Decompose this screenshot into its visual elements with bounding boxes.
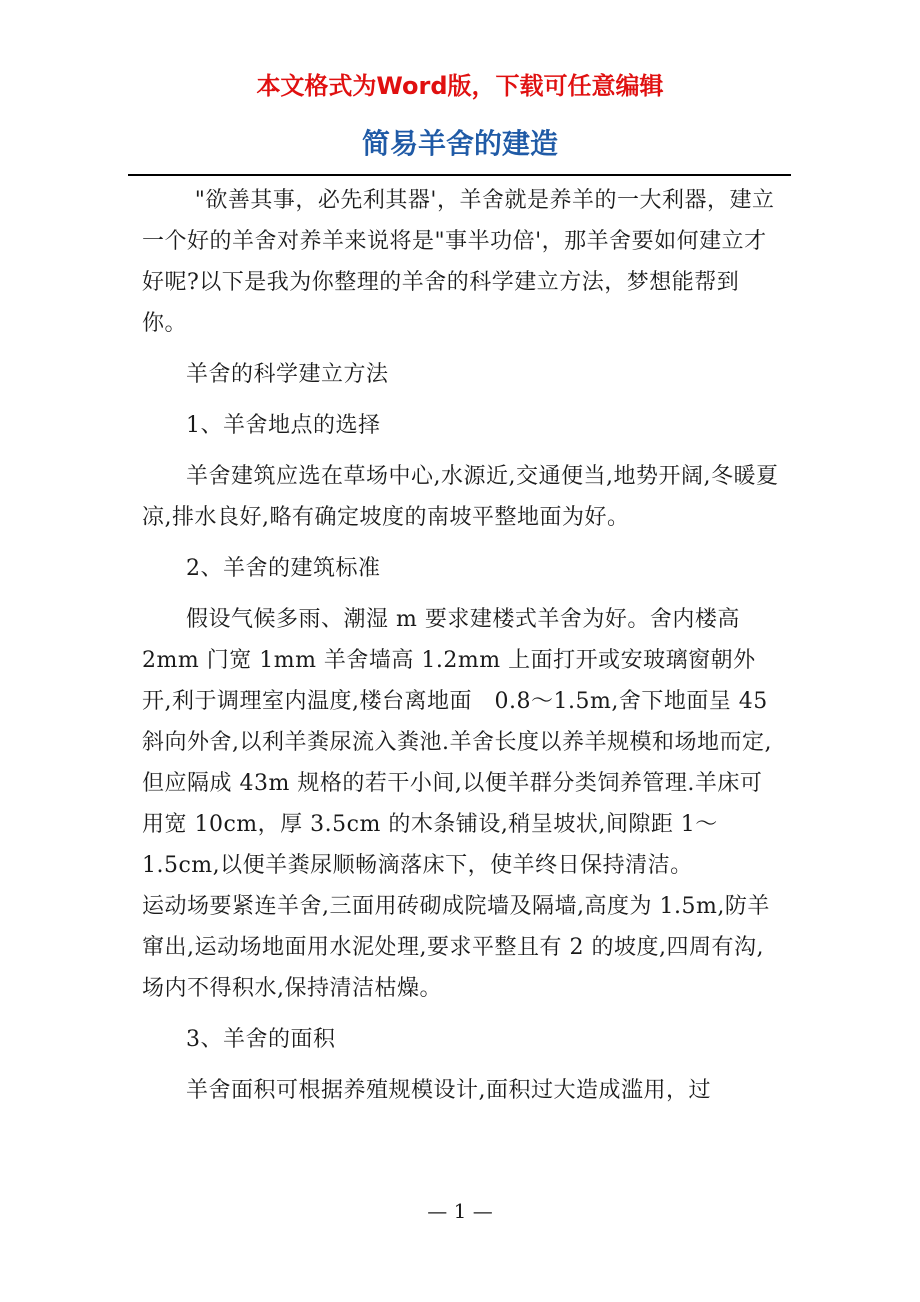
page-number: — 1 — <box>427 1199 493 1223</box>
section-heading-site-selection: 1、羊舍地点的选择 <box>186 413 381 438</box>
section-heading-construction-standard: 2、羊舍的建筑标准 <box>186 556 381 581</box>
document-title: 简易羊舍的建造 <box>361 127 558 160</box>
document-body <box>142 180 782 1121</box>
site-selection-paragraph: 羊舍建筑应选在草场中心,水源近,交通便当,地势开阔,冬暖夏凉,排水良好,略有确定坡度的南坡平整地面为好。 <box>142 464 779 530</box>
construction-standard-paragraph: 假设气候多雨、潮湿 m 要求建楼式羊舍为好。舍内楼高 2mm 门宽 1mm 羊舍墙高 1.2mm 上面打开或安玻璃窗朝外开,利于调理室内温度,楼台离地面 0.8～1.5m,舍下地面呈 45 斜向外舍,以利羊粪尿流入粪池.羊舍长度以养羊规模和场地而定,但应隔成 43m 规格的若干小间,以便羊群分类饲养管理.羊床可用宽 10cm，厚 3.5cm 的木条铺设,稍呈坡状,间隙距 1～1.5cm,以便羊粪尿顺畅滴落床下，使羊终日保持清洁。 <box>142 607 772 878</box>
title-divider <box>128 174 791 176</box>
format-notice-banner: 本文格式为Word版，下载可任意编辑 <box>256 72 664 100</box>
section-heading-methods: 羊舍的科学建立方法 <box>186 362 389 387</box>
section-heading-area: 3、羊舍的面积 <box>186 1027 336 1052</box>
intro-paragraph: "欲善其事，必先利其器'，羊舍就是养羊的一大利器，建立一个好的羊舍对养羊来说将是"事半功倍'，那羊舍要如何建立才好呢?以下是我为你整理的羊舍的科学建立方法，梦想能帮到你。 <box>142 188 775 336</box>
exercise-yard-paragraph: 运动场要紧连羊舍,三面用砖砌成院墙及隔墙,高度为 1.5m,防羊窜出,运动场地面用水泥处理,要求平整且有 2 的坡度,四周有沟,场内不得积水,保持清洁枯燥。 <box>142 894 770 1001</box>
area-paragraph: 羊舍面积可根据养殖规模设计,面积过大造成滥用，过 <box>186 1078 711 1103</box>
